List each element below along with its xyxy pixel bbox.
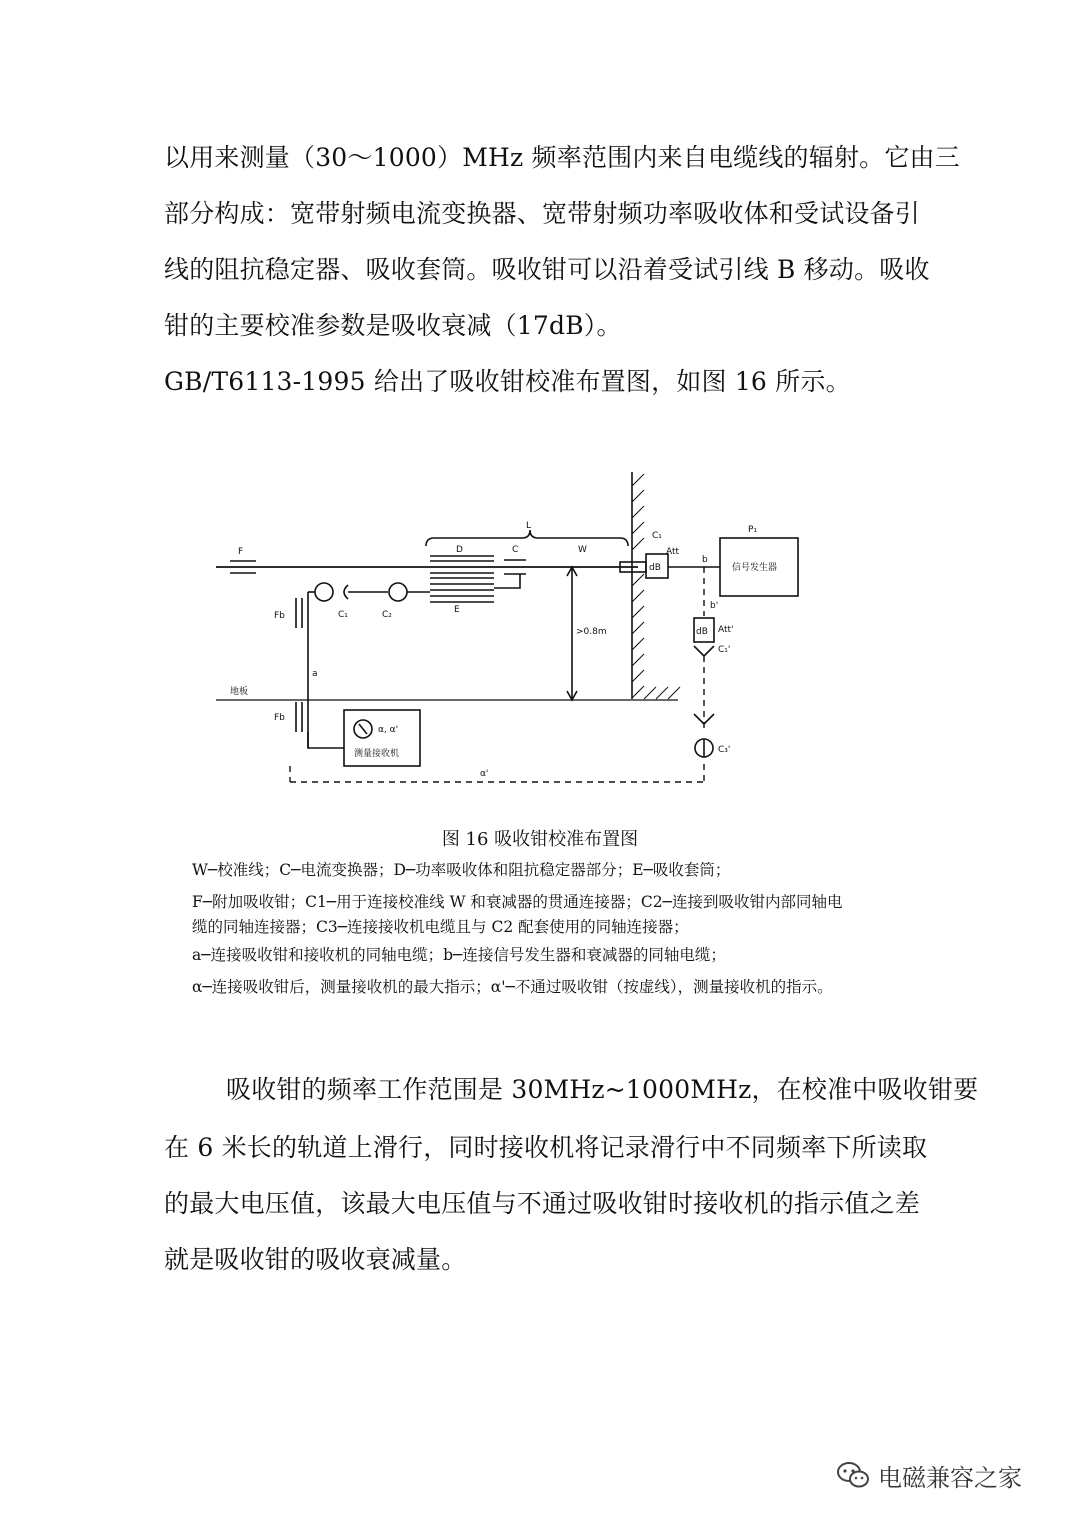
- body-line: 部分构成：宽带射频电流变换器、宽带射频功率吸收体和受试设备引: [164, 199, 921, 228]
- label-E: E: [454, 605, 460, 615]
- label-db2: dB: [696, 627, 708, 637]
- label-Fb-bottom: Fb: [274, 713, 285, 723]
- label-generator: 信号发生器: [732, 563, 778, 573]
- label-meter: α, α': [378, 725, 399, 735]
- figure-note: 缆的同轴连接器；C3─连接接收机电缆且与 C2 配套使用的同轴连接器；: [192, 918, 689, 936]
- label-D: D: [456, 545, 463, 555]
- label-wall-C1: C₁: [652, 531, 662, 541]
- label-ground: 地板: [230, 687, 249, 697]
- wechat-icon: [836, 1460, 870, 1490]
- watermark: [836, 1455, 1022, 1495]
- watermark-label: 电磁兼容之家: [878, 1463, 1022, 1492]
- body-line: 线的阻抗稳定器、吸收套筒。吸收钳可以沿着受试引线 B 移动。吸收: [164, 255, 930, 284]
- label-alpha-prime: α': [480, 769, 489, 779]
- calibration-diagram: [208, 466, 813, 802]
- body-line: 的最大电压值，该最大电压值与不通过吸收钳时接收机的指示值之差: [164, 1189, 921, 1218]
- figure-note: W─校准线；C─电流变换器；D─功率吸收体和阻抗稳定器部分；E─吸收套筒；: [192, 861, 731, 879]
- label-b-prime: b': [710, 601, 719, 611]
- label-C3-prime: C₃': [718, 745, 731, 755]
- figure-note: a─连接吸收钳和接收机的同轴电缆；b─连接信号发生器和衰减器的同轴电缆；: [192, 946, 726, 964]
- label-W: W: [578, 545, 587, 555]
- body-line: 钳的主要校准参数是吸收衰减（17dB）。: [164, 311, 622, 340]
- label-a: a: [312, 669, 318, 679]
- body-line: 就是吸收钳的吸收衰减量。: [164, 1245, 467, 1274]
- figure-note: α─连接吸收钳后，测量接收机的最大指示；α'─不通过吸收钳（按虚线），测量接收机的指示。: [192, 978, 833, 996]
- label-db: dB: [649, 563, 661, 573]
- label-P: P₁: [748, 525, 758, 535]
- body-line: 吸收钳的频率工作范围是 30MHz~1000MHz，在校准中吸收钳要: [226, 1075, 979, 1104]
- body-line: 在 6 米长的轨道上滑行，同时接收机将记录滑行中不同频率下所读取: [164, 1133, 928, 1162]
- label-Fb-top: Fb: [274, 611, 285, 621]
- label-distance: >0.8m: [576, 627, 607, 637]
- label-att: Att: [666, 547, 680, 557]
- figure-note: F─附加吸收钳；C1─用于连接校准线 W 和衰减器的贯通连接器；C2─连接到吸收钳内部同轴电: [192, 893, 843, 911]
- label-receiver: 测量接收机: [354, 749, 400, 759]
- label-C1: C₁: [338, 610, 348, 620]
- figure-caption: 图 16 吸收钳校准布置图: [441, 829, 639, 850]
- body-line: 以用来测量（30～1000）MHz 频率范围内来自电缆线的辐射。它由三: [164, 143, 960, 172]
- label-F: F: [238, 547, 244, 557]
- label-L: L: [526, 521, 532, 531]
- label-C: C: [512, 545, 519, 555]
- label-att-prime: Att': [718, 625, 734, 635]
- label-C1-prime: C₁': [718, 645, 731, 655]
- label-C2: C₂: [382, 610, 392, 620]
- body-line: GB/T6113-1995 给出了吸收钳校准布置图，如图 16 所示。: [164, 367, 851, 396]
- label-b: b: [702, 555, 708, 565]
